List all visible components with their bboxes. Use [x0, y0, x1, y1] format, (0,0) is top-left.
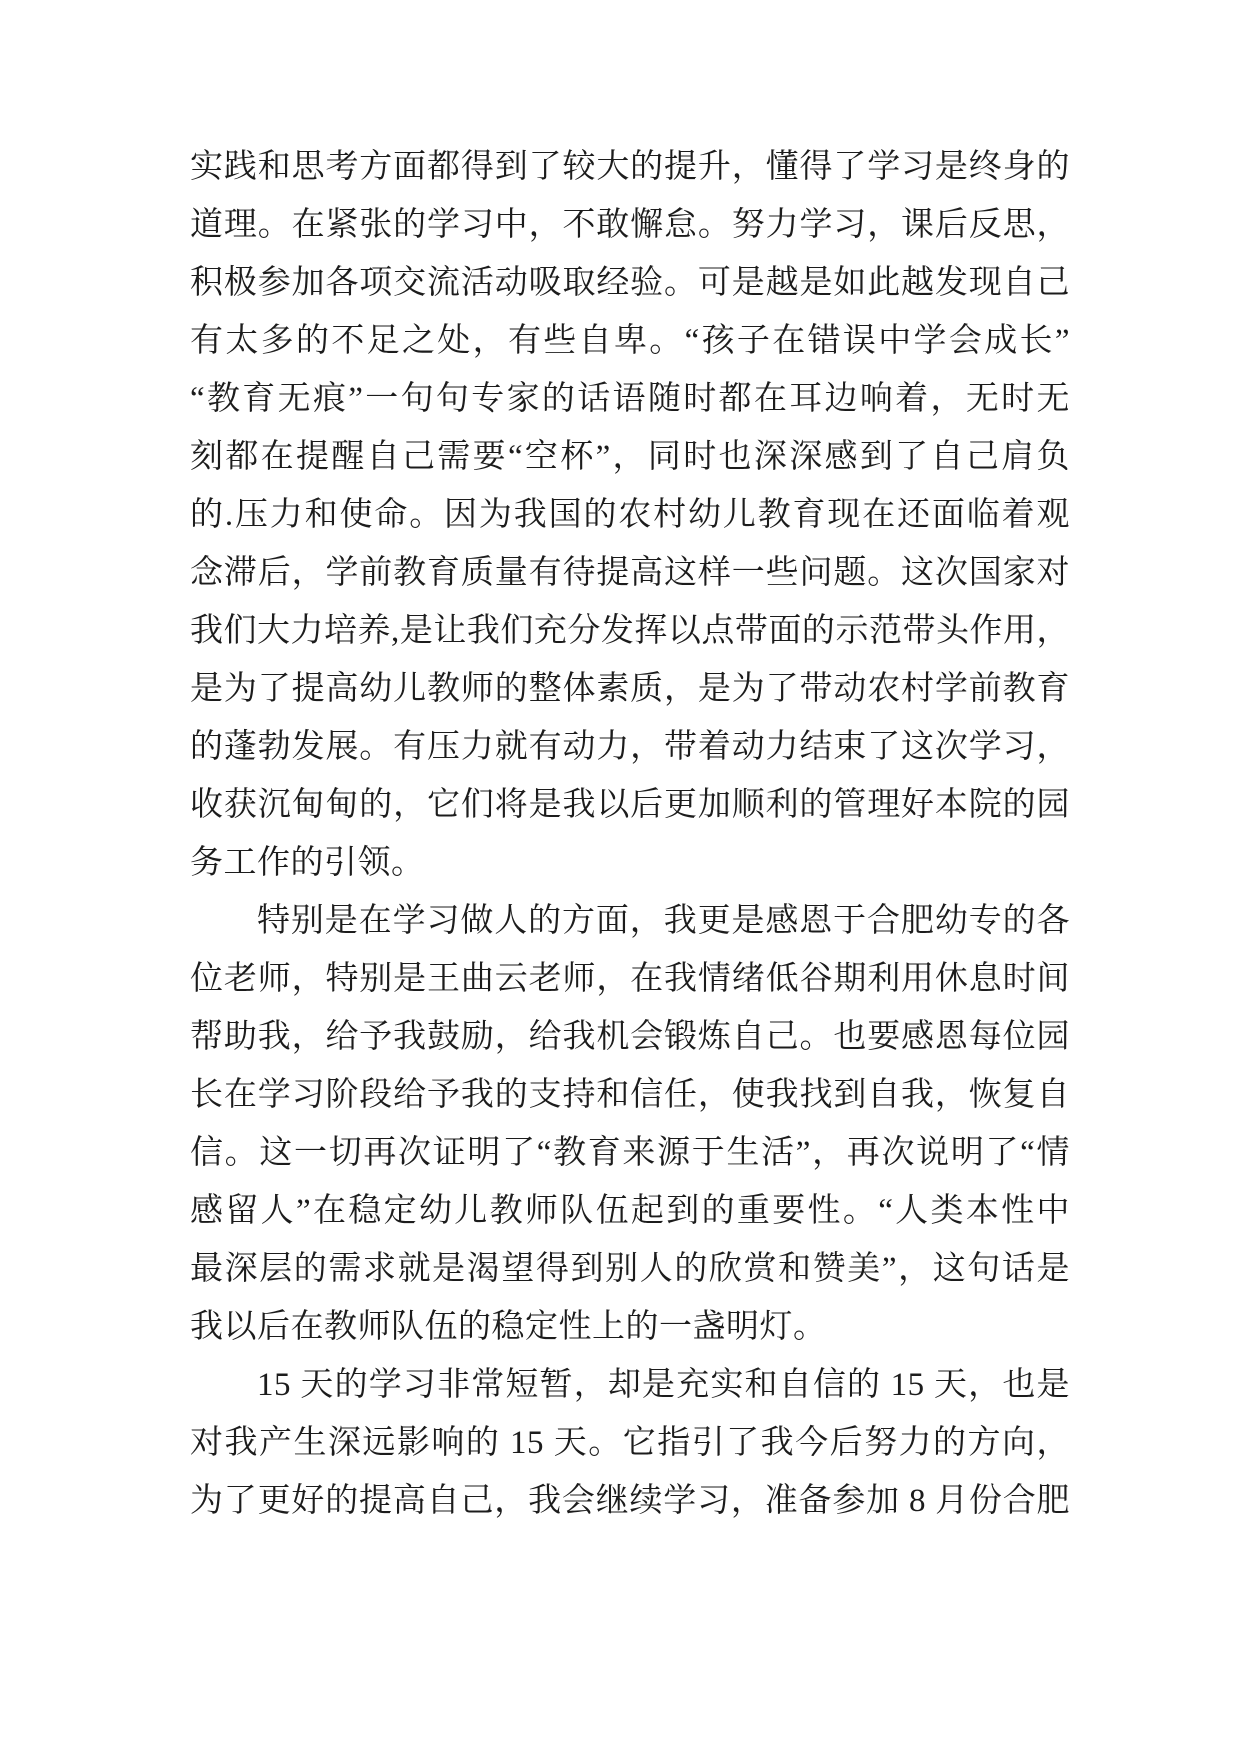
text-line: 感留人”在稳定幼儿教师队伍起到的重要性。“人类本性中 [190, 1193, 1070, 1229]
text-line: 有太多的不足之处，有些自卑。“孩子在错误中学会成长” [190, 323, 1070, 359]
text-line: 的蓬勃发展。有压力就有动力，带着动力结束了这次学习， [190, 729, 1070, 765]
text-line: 收获沉甸甸的，它们将是我以后更加顺利的管理好本院的园 [190, 787, 1070, 823]
text-line: 念滞后，学前教育质量有待提高这样一些问题。这次国家对 [190, 555, 1070, 591]
text-line: 积极参加各项交流活动吸取经验。可是越是如此越发现自己 [190, 265, 1070, 301]
text-line: 我们大力培养,是让我们充分发挥以点带面的示范带头作用， [190, 613, 1070, 649]
text-line: 务工作的引领。 [190, 845, 425, 881]
text-line: “教育无痕”一句句专家的话语随时都在耳边响着，无时无 [190, 381, 1070, 417]
text-line: 位老师，特别是王曲云老师，在我情绪低谷期利用休息时间 [190, 961, 1070, 997]
text-line: 帮助我，给予我鼓励，给我机会锻炼自己。也要感恩每位园 [190, 1019, 1070, 1055]
text-line: 特别是在学习做人的方面，我更是感恩于合肥幼专的各 [257, 903, 1070, 939]
text-line: 实践和思考方面都得到了较大的提升，懂得了学习是终身的 [190, 149, 1070, 185]
text-line: 为了更好的提高自己，我会继续学习，准备参加 8 月份合肥 [190, 1483, 1070, 1519]
text-line: 道理。在紧张的学习中，不敢懈怠。努力学习，课后反思， [190, 207, 1070, 243]
text-line: 是为了提高幼儿教师的整体素质，是为了带动农村学前教育 [190, 671, 1070, 707]
text-line: 刻都在提醒自己需要“空杯”，同时也深深感到了自己肩负 [190, 439, 1070, 475]
text-line: 的.压力和使命。因为我国的农村幼儿教育现在还面临着观 [190, 497, 1070, 533]
text-line: 我以后在教师队伍的稳定性上的一盏明灯。 [190, 1309, 827, 1345]
text-line: 长在学习阶段给予我的支持和信任，使我找到自我，恢复自 [190, 1077, 1070, 1113]
text-line: 15 天的学习非常短暂，却是充实和自信的 15 天，也是 [257, 1367, 1070, 1403]
text-line: 最深层的需求就是渴望得到别人的欣赏和赞美”，这句话是 [190, 1251, 1070, 1287]
text-line: 对我产生深远影响的 15 天。它指引了我今后努力的方向， [190, 1425, 1070, 1461]
text-line: 信。这一切再次证明了“教育来源于生活”，再次说明了“情 [190, 1135, 1070, 1171]
text-body [190, 138, 1070, 1530]
